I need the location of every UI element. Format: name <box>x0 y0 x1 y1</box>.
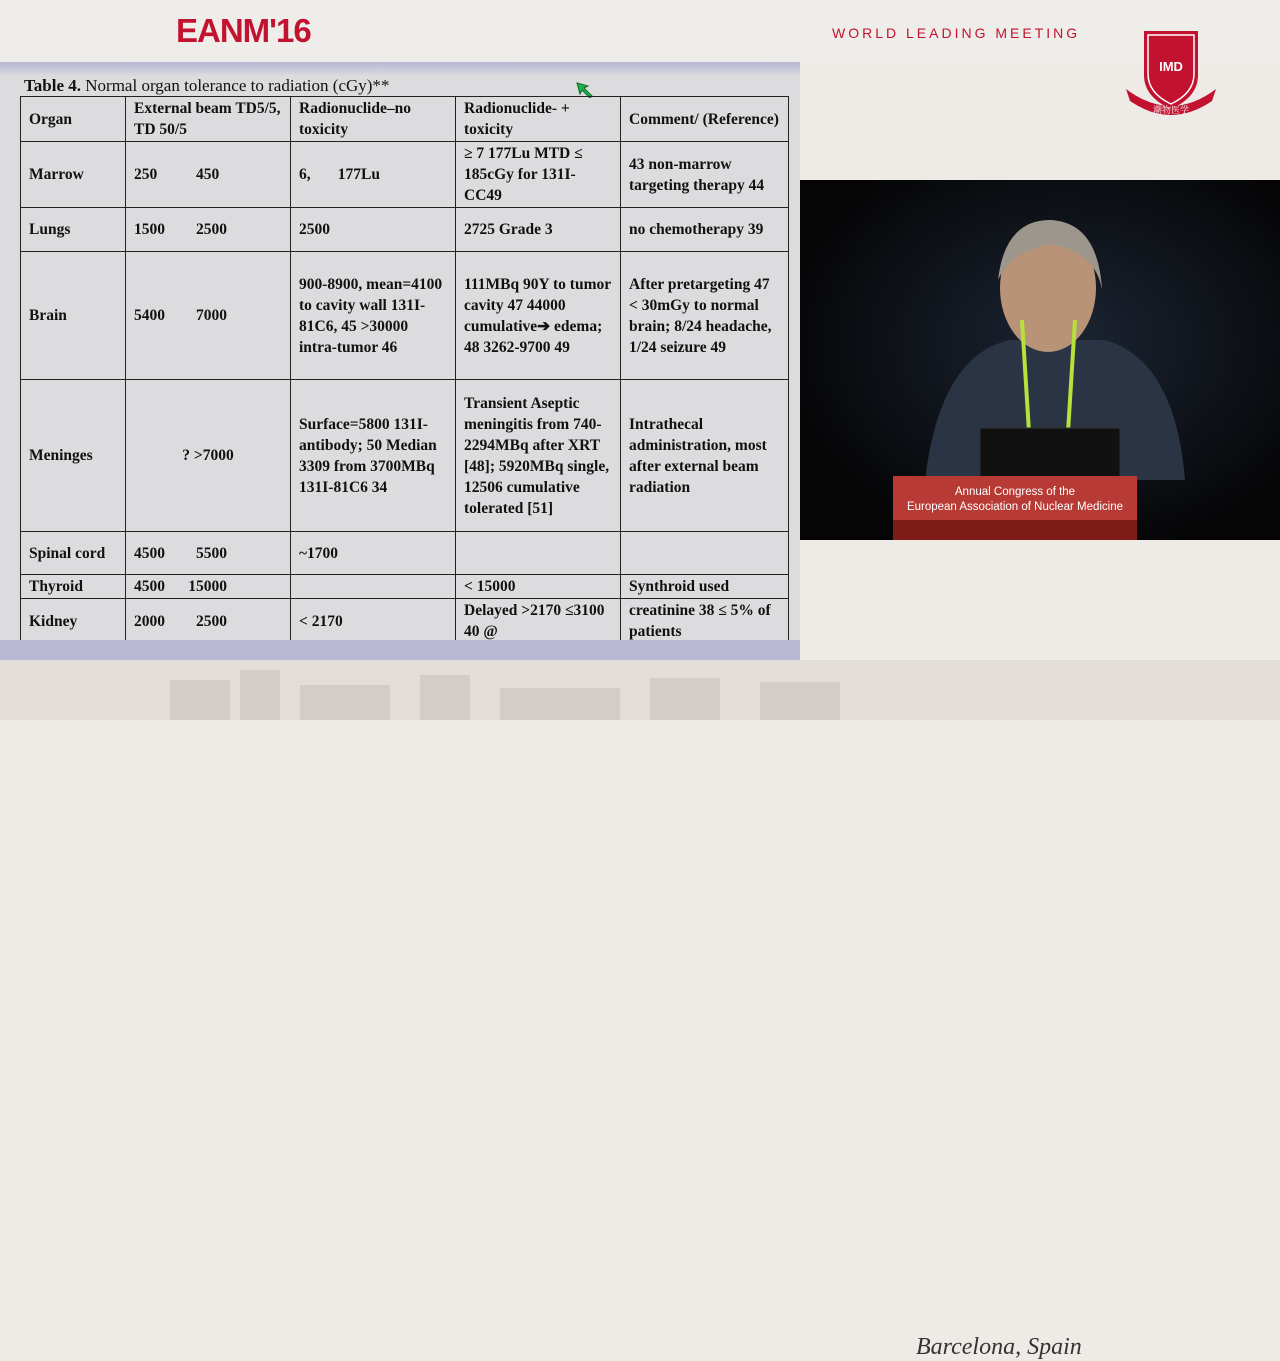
slide-top-bar <box>0 62 800 76</box>
emblem-text: IMD <box>1159 59 1183 74</box>
organ-cell: Brain <box>21 252 126 380</box>
toxicity-cell: ≥ 7 177Lu MTD ≤ 185cGy for 131I-CC49 <box>456 142 621 208</box>
table-row <box>21 532 789 575</box>
toxicity-cell: Delayed >2170 ≤3100 40 @ <box>456 599 621 644</box>
podium-line-2: European Association of Nuclear Medicine <box>906 501 1124 513</box>
eanm-logo: EANM'16 <box>176 12 311 49</box>
toxicity-cell: Transient Aseptic meningitis from 740-2294MBq after XRT [48]; 5920MBq single, 12506 cumulative tolerated [51] <box>456 380 621 532</box>
slide <box>0 62 800 660</box>
toxicity-cell: 111MBq 90Y to tumor cavity 47 44000 cumulative➔ edema; 48 3262-9700 49 <box>456 252 621 380</box>
table-number: Table 4. <box>24 76 82 95</box>
slide-bottom-bar <box>0 640 800 660</box>
column-header: Comment/ (Reference) <box>621 97 789 142</box>
organ-tolerance-table <box>20 96 789 644</box>
no-toxicity-cell: < 2170 <box>291 599 456 644</box>
table-row <box>21 575 789 599</box>
table-row <box>21 208 789 252</box>
external-beam-cell: 4500 5500 <box>126 532 291 575</box>
comment-cell: Synthroid used <box>621 575 789 599</box>
comment-cell: After pretargeting 47 < 30mGy to normal brain; 8/24 headache, 1/24 seizure 49 <box>621 252 789 380</box>
skyline-icon <box>0 660 1280 720</box>
column-header: External beam TD5/5, TD 50/5 <box>126 97 291 142</box>
external-beam-cell: 2000 2500 <box>126 599 291 644</box>
column-header: Radionuclide- + toxicity <box>456 97 621 142</box>
external-beam-cell: 4500 15000 <box>126 575 291 599</box>
comment-cell: no chemotherapy 39 <box>621 208 789 252</box>
table-row <box>21 599 789 644</box>
imd-emblem-icon <box>1122 27 1220 123</box>
table-row <box>21 380 789 532</box>
table-row <box>21 252 789 380</box>
organ-cell: Lungs <box>21 208 126 252</box>
table-row <box>21 142 789 208</box>
no-toxicity-cell: 6, 177Lu <box>291 142 456 208</box>
podium-line-1: Annual Congress of the <box>954 486 1076 498</box>
footer-banner <box>0 660 1280 1360</box>
no-toxicity-cell: ~1700 <box>291 532 456 575</box>
toxicity-cell <box>456 532 621 575</box>
organ-cell: Meninges <box>21 380 126 532</box>
comment-cell: Intrathecal administration, most after external beam radiation <box>621 380 789 532</box>
comment-cell: creatinine 38 ≤ 5% of patients <box>621 599 789 644</box>
tagline: WORLD LEADING MEETING <box>832 25 1081 41</box>
comment-cell: 43 non-marrow targeting therapy 44 <box>621 142 789 208</box>
table-caption: Normal organ tolerance to radiation (cGy)** <box>85 76 390 95</box>
city-signature: Barcelona, Spain <box>916 1334 1082 1360</box>
no-toxicity-cell: 2500 <box>291 208 456 252</box>
external-beam-cell: 250 450 <box>126 142 291 208</box>
organ-cell: Marrow <box>21 142 126 208</box>
column-header: Radionuclide–no toxicity <box>291 97 456 142</box>
toxicity-cell: 2725 Grade 3 <box>456 208 621 252</box>
organ-cell: Thyroid <box>21 575 126 599</box>
table-header-row <box>21 97 789 142</box>
slide-title <box>24 76 389 96</box>
podium-sign <box>893 476 1137 520</box>
external-beam-cell: 5400 7000 <box>126 252 291 380</box>
podium-base <box>893 520 1137 540</box>
organ-cell: Spinal cord <box>21 532 126 575</box>
external-beam-cell: ? >7000 <box>126 380 291 532</box>
emblem-banner: 潮物医学 <box>1152 105 1190 115</box>
comment-cell <box>621 532 789 575</box>
toxicity-cell: < 15000 <box>456 575 621 599</box>
no-toxicity-cell: 900-8900, mean=4100 to cavity wall 131I-81C6, 45 >30000 intra-tumor 46 <box>291 252 456 380</box>
column-header: Organ <box>21 97 126 142</box>
no-toxicity-cell <box>291 575 456 599</box>
organ-cell: Kidney <box>21 599 126 644</box>
external-beam-cell: 1500 2500 <box>126 208 291 252</box>
no-toxicity-cell: Surface=5800 131I-antibody; 50 Median 3309 from 3700MBq 131I-81C6 34 <box>291 380 456 532</box>
